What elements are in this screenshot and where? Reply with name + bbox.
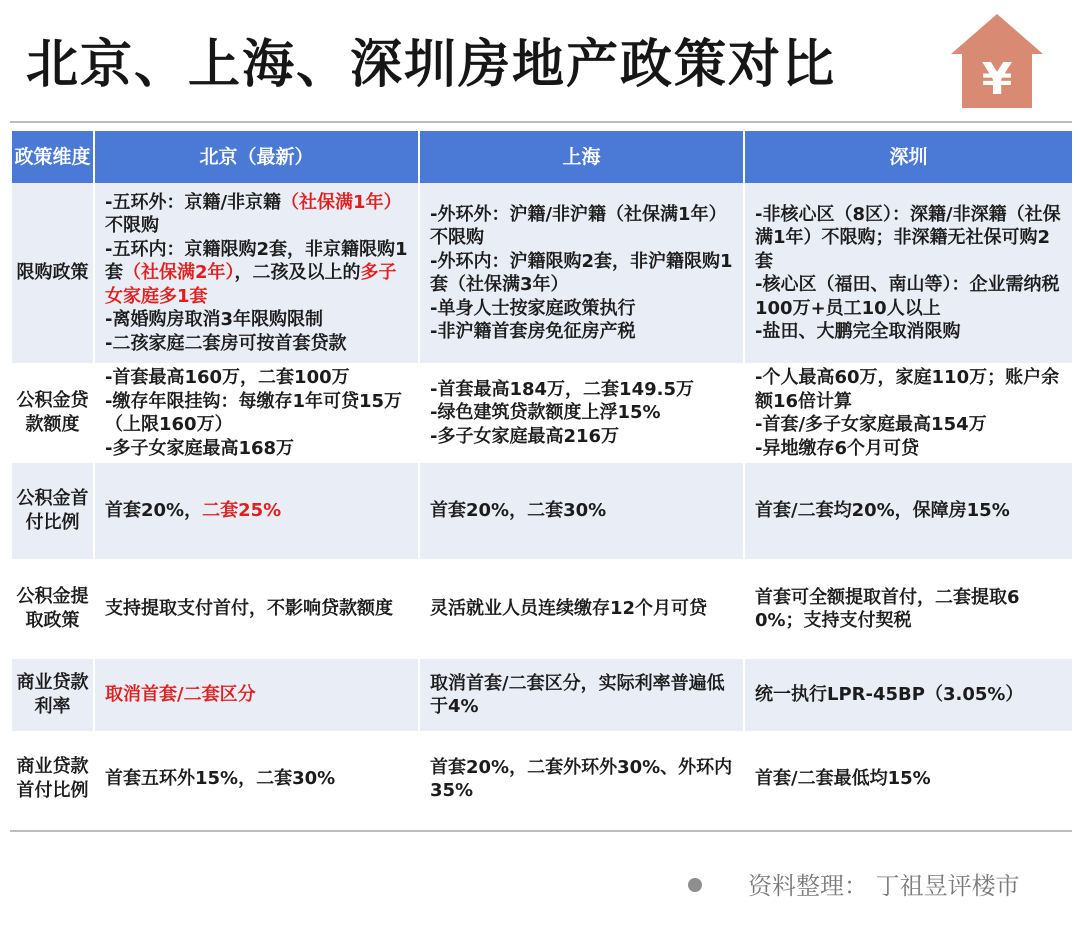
cell-line [105,191,410,238]
cell-text: 不限购 [105,215,159,237]
cell-text: 支持提取支付首付，不影响贷款额度 [105,598,393,620]
house-yuan-icon [948,10,1046,110]
shenzhen-cell [744,363,1072,463]
cell-line [105,238,410,309]
cell-line: 首套/二套最低均15% [755,768,931,790]
shenzhen-cell [744,659,1072,731]
highlight-text: 二套25% [202,500,282,522]
header-dimension: 政策维度 [12,131,94,183]
cell-line: -绿色建筑贷款额度上浮15% [430,402,661,424]
svg-text:¥: ¥ [981,54,1013,105]
shenzhen-cell [744,559,1072,659]
table-row [12,183,1072,363]
cell-line: -非核心区（8区）：深籍/非深籍（社保满1年）不限购；非深籍无社保可购2套 [755,203,1061,272]
shanghai-cell [419,731,744,827]
source-credit [688,866,1020,901]
title-divider [10,121,1072,123]
cell-line: -异地缴存6个月可贷 [755,437,919,459]
cell-line [105,437,410,461]
cell-line: 首套可全额提取首付，二套提取60%；支持支付契税 [755,586,1020,631]
cell-text: 首套五环外15%，二套30% [105,768,336,790]
policy-comparison-table [12,131,1072,827]
shanghai-cell [419,363,744,463]
cell-text: -缴存年限挂钩：每缴存1年可贷15万（上限160万） [105,390,403,435]
cell-line [105,308,410,332]
shenzhen-cell [744,731,1072,827]
cell-line: -外环内：沪籍限购2套，非沪籍限购1套（社保满3年） [430,250,733,295]
cell-line: -首套/多子女家庭最高154万 [755,414,987,435]
cell-text: -首套最高160万，二套100万 [105,367,350,388]
cell-line: -单身人士按家庭政策执行 [430,297,636,319]
cell-text: 首套20%， [105,500,203,522]
cell-text: ，二孩及以上的 [234,262,361,284]
dimension-cell: 公积金首付比例 [12,463,94,559]
highlight-text: （社保满1年） [281,191,402,213]
highlight-text: 取消首套/二套区分 [105,684,256,706]
highlight-text: 多子女家庭多1套 [105,262,397,307]
cell-line: -多子女家庭最高216万 [430,425,620,447]
cell-line: -核心区（福田、南山等）：企业需纳税100万+员工10人以上 [755,274,1060,319]
cell-line [105,499,410,523]
cell-line: -外环外：沪籍/非沪籍（社保满1年）不限购 [430,203,727,248]
beijing-cell [94,559,419,659]
cell-line: -非沪籍首套房免征房产税 [430,321,636,342]
cell-line: 首套/二套均20%，保障房15% [755,500,1010,522]
shanghai-cell [419,463,744,559]
dimension-cell: 公积金贷款额度 [12,363,94,463]
cell-text: -多子女家庭最高168万 [105,437,295,459]
cell-line [105,390,410,437]
cell-text: -五环外：京籍/非京籍 [105,191,282,213]
table-row [12,363,1072,463]
table-row [12,731,1072,827]
cell-line: -个人最高60万，家庭110万；账户余额16倍计算 [755,367,1060,412]
page-header [0,0,1080,120]
cell-text: -二孩家庭二套房可按首套贷款 [105,332,347,354]
highlight-text: （社保满2年） [123,262,235,284]
dimension-cell: 公积金提取政策 [12,559,94,659]
header-shenzhen: 深圳 [744,131,1072,183]
cell-line: 统一执行LPR-45BP（3.05%） [755,684,1024,706]
table-row [12,463,1072,559]
table-header-row [12,131,1072,183]
shenzhen-cell [744,463,1072,559]
cell-text: -五环内：京籍限购2套，非京籍限购1套 [105,238,408,284]
cell-line [105,366,410,390]
dimension-cell: 商业贷款利率 [12,659,94,731]
header-beijing: 北京（最新） [94,131,419,183]
cell-line: 灵活就业人员连续缴存12个月可贷 [430,598,708,620]
cell-text: -离婚购房取消3年限购限制 [105,309,323,331]
cell-line [105,767,410,791]
table-row [12,659,1072,731]
shanghai-cell [419,559,744,659]
beijing-cell [94,731,419,827]
beijing-cell [94,463,419,559]
cell-line [105,332,410,356]
shanghai-cell [419,659,744,731]
shenzhen-cell [744,183,1072,363]
cell-line: 首套20%，二套30% [430,500,607,522]
page-title: 北京、上海、深圳房地产政策对比 [26,35,837,95]
cell-line: -首套最高184万，二套149.5万 [430,378,694,400]
dimension-cell: 商业贷款首付比例 [12,731,94,827]
cell-line: 取消首套/二套区分，实际利率普遍低于4% [430,672,725,717]
table-row [12,559,1072,659]
footer-divider [10,830,1072,832]
dimension-cell: 限购政策 [12,183,94,363]
beijing-cell [94,363,419,463]
cell-line: -盐田、大鹏完全取消限购 [755,321,961,342]
cell-line [105,683,410,707]
beijing-cell [94,183,419,363]
cell-line: 首套20%，二套外环外30%、外环内35% [430,756,733,801]
beijing-cell [94,659,419,731]
header-shanghai: 上海 [419,131,744,183]
source-text: 资料整理： 丁祖昱评楼市 [748,872,1020,900]
bullet-dot-icon [688,878,702,892]
cell-line [105,597,410,621]
shanghai-cell [419,183,744,363]
